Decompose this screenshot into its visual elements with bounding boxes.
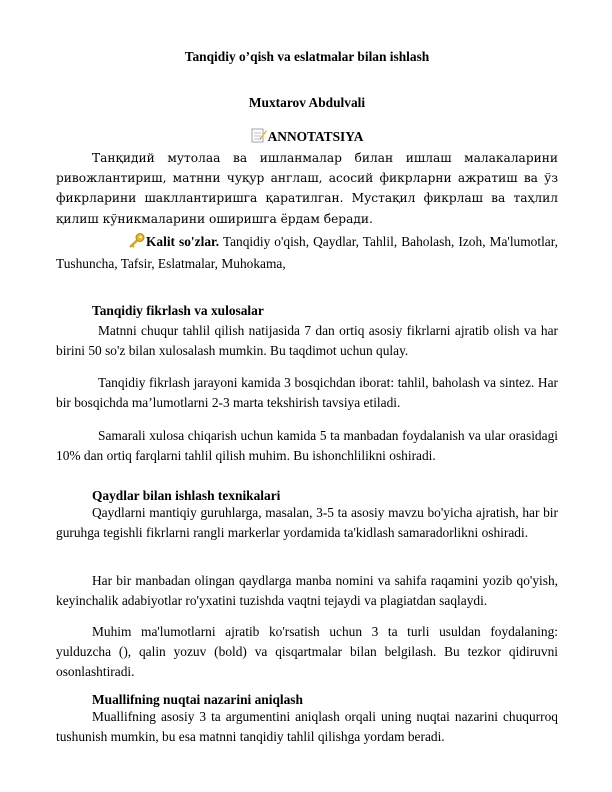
section-1-paragraph-1: Matnni chuqur tahlil qilish natijasida 7 dan ortiq asosiy fikrlarni ajratib olish va har birini 50 so'z bilan xulosalash mumkin. Bu taqdimot uchun qulay. bbox=[56, 323, 558, 359]
author-name: Muxtarov Abdulvali bbox=[248, 95, 366, 110]
section-1-paragraph-3: Samarali xulosa chiqarish uchun kamida 5 ta manbadan foydalanish va ular orasidagi 10% dan ortiq farqlarni tahlil qilish muhim. Bu ishonchlilikni oshiradi. bbox=[56, 428, 558, 464]
section-2-paragraph-3: Muhim ma'lumotlarni ajratib ko'rsatish uchun 3 ta turli usuldan foydalaning: yulduzcha (), qalin yozuv (bold) va qisqartmalar bilan belgilash. Bu tezkor qidiruvni osonlashtiradi. bbox=[56, 624, 558, 680]
section-2-paragraph-2: Har bir manbadan olingan qaydlarga manba nomini va sahifa raqamini yozib qo'yish, keyinchalik adabiyotlar ro'yxatini tuzishda vaqtni tejaydi va plagiatdan saqlaydi. bbox=[56, 573, 558, 609]
section-heading-1: Tanqidiy fikrlash va xulosalar bbox=[92, 303, 264, 318]
section-3-paragraph-1: Muallifning asosiy 3 ta argumentini aniqlash orqali uning nuqtai nazarini chuqurroq tushunish mumkin, bu esa matnni tanqidiy tahlil qilishga yordam beradi. bbox=[56, 709, 558, 745]
keywords-label: Kalit so'zlar. bbox=[146, 234, 220, 249]
key-icon bbox=[92, 233, 145, 254]
section-heading-2: Qaydlar bilan ishlash texnikalari bbox=[92, 488, 281, 503]
keywords bbox=[56, 232, 558, 274]
section-heading-3: Muallifning nuqtai nazarini aniqlash bbox=[92, 692, 303, 707]
annotation-text: Танқидий мутолаа ва ишланмалар билан ишлаш малакаларини ривожлантириш, матнни чуқур англаш, асосий фикрларни ажратиш ва ўз фикрларини шакллантиришга қаратилган. Мустақил фикрлаш ва таҳлил қилиш кўникмаларини оширишга ёрдам беради. bbox=[56, 151, 558, 226]
keywords-list: Tanqidiy o'qish, Qaydlar, Tahlil, Baholash, Izoh, Ma'lumotlar, Tushuncha, Tafsir, Eslatmalar, Muhokama, bbox=[56, 234, 559, 272]
section-1-paragraph-2: Tanqidiy fikrlash jarayoni kamida 3 bosqichdan iborat: tahlil, baholash va sintez. Har bir bosqichda ma’lumotlarni 2-3 marta tekshirish tavsiya etiladi. bbox=[56, 375, 558, 411]
memo-icon bbox=[251, 127, 267, 147]
annotation-heading-text: ANNOTATSIYA bbox=[267, 129, 364, 144]
document-title: Tanqidiy o’qish va eslatmalar bilan ishlash bbox=[184, 49, 430, 64]
section-2-paragraph-1: Qaydlarni mantiqiy guruhlarga, masalan, 3-5 ta asosiy mavzu bo'yicha ajratish, har bir guruhga tegishli fikrlarni rangli markerlar yordamida ta'kidlash samaradorlikni oshiradi. bbox=[56, 505, 558, 541]
annotation-heading bbox=[56, 127, 558, 147]
